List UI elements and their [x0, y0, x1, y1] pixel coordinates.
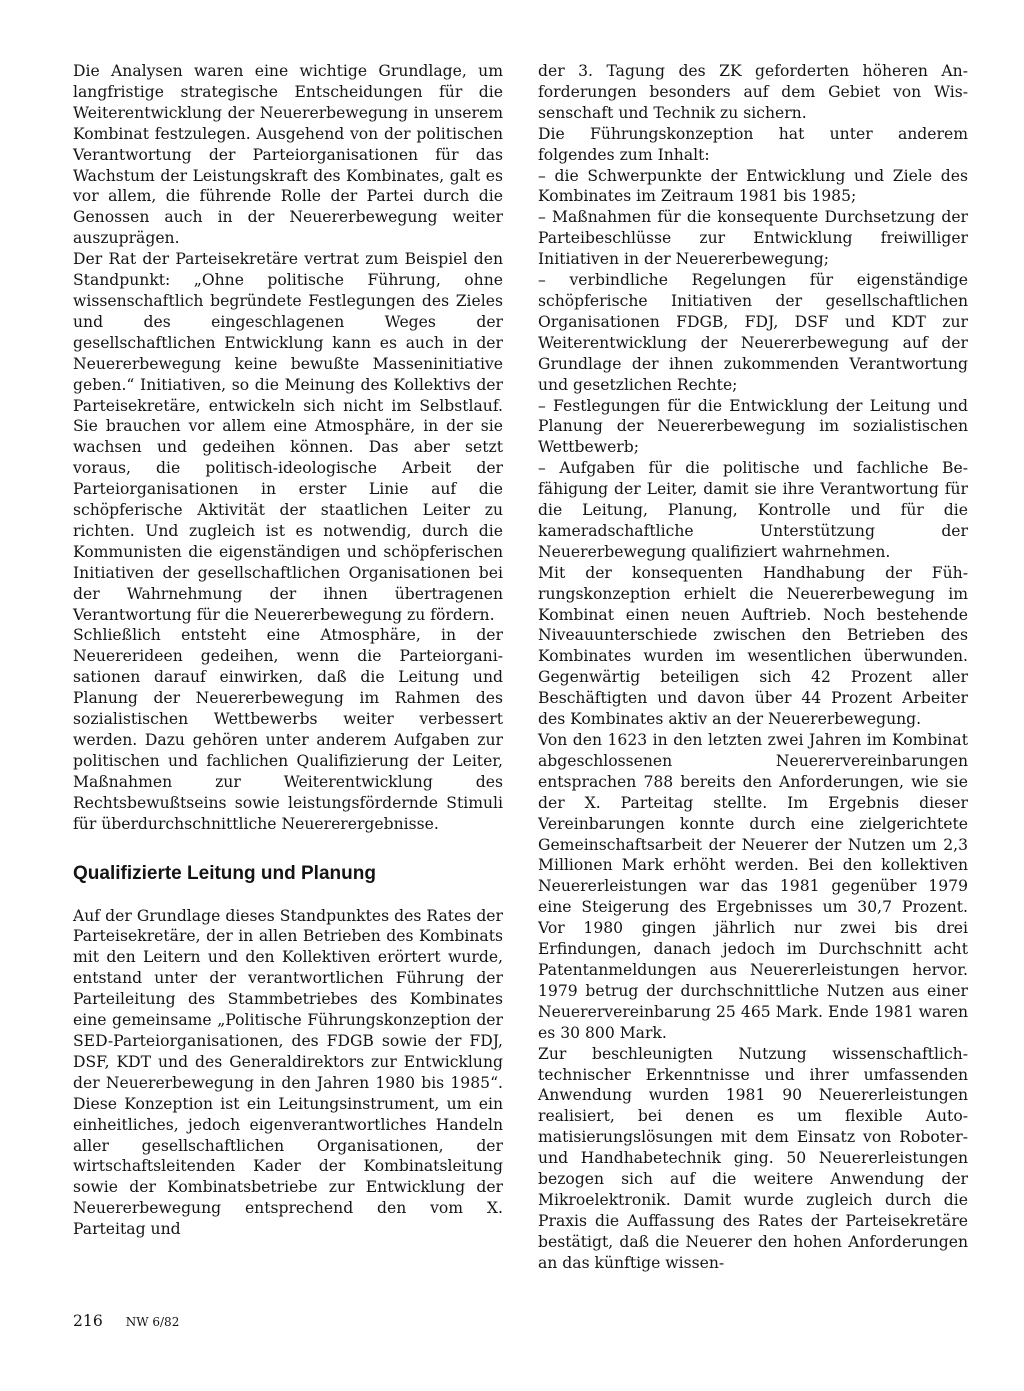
page-footer	[73, 1311, 179, 1332]
list-item: – verbindliche Regelungen für eigenständige schöpferische Initiativen der gesellschaftlichen Organisationen FDGB, FDJ, DSF und KDT zur Weiterentwicklung der Neuererbewegung auf der Grundlage der ihnen zukommenden Verantwortung und gesetzlichen Rechte;	[538, 271, 968, 394]
paragraph: Zur beschleunigten Nutzung wissenschaftlich-technischer Erkenntnisse und ihrer umfassenden Anwendung wurden 1981 90 Neuererleistungen realisiert, bei denen es um flexible Automatisierungslösungen mit dem Einsatz von Roboter- und Handhabetechnik ging. 50 Neuererleistungen bezogen sich auf die weitere Anwendung der Mikroelektronik. Damit wurde zugleich durch die Praxis die Auffassung des Rates der Parteisekretäre bestätigt, daß die Neuerer den hohen Anforderungen an das künftige wissen-	[538, 1044, 968, 1272]
page-number: 216	[73, 1312, 103, 1330]
list-item: – Aufgaben für die politische und fachliche Befähigung der Leiter, damit sie ihre Verantwortung für die Leitung, Planung, Kontrolle und für die kameradschaftliche Unterstützung der Neuererbewegung qualifiziert wahrnehmen.	[538, 459, 968, 561]
paragraph: Von den 1623 in den letzten zwei Jahren im Kombinat abgeschlossenen Neuerervereinbarungen entsprachen 788 bereits den Anforderungen, wie sie der X. Parteitag stellte. Im Ergebnis dieser Vereinbarungen konnte durch eine zielgerichtete Gemeinschaftsarbeit der Neuerer der Nutzen um 2,3 Millionen Mark erhöht werden. Bei den kollektiven Neuererleistungen war das 1981 gegenüber 1979 eine Steigerung des Ergebnisses um 30,7 Prozent. Vor 1980 gingen jährlich nur zwei bis drei Erfindungen, danach jedoch im Durchschnitt acht Patentanmeldungen aus Neuererleistungen hervor. 1979 betrug der durchschnittliche Nutzen aus einer Neuerervereinbarung 25 465 Mark. Ende 1981 waren es 30 800 Mark.	[538, 731, 968, 1042]
section-heading: Qualifizierte Leitung und Planung	[73, 862, 376, 884]
left-column	[73, 61, 503, 1240]
paragraph: Die Analysen waren eine wichtige Grundlage, um langfristige strategische Entscheidungen für die Weiterentwicklung der Neuererbewegung in unserem Kombinat festzulegen. Ausgehend von der politischen Verantwortung der Parteiorganisationen für das Wachstum der Leistungskraft des Kombinates, galt es vor allem, die führende Rolle der Partei durch die Genossen auch in der Neuererbewegung weiter auszuprägen.	[73, 62, 503, 248]
paragraph: Auf der Grundlage dieses Standpunktes des Rates der Parteisekretäre, der in allen Betrieben des Kombinats mit den Leitern und den Kollektiven erörtert wurde, entstand unter der verantwortlichen Führung der Parteileitung des Stammbetriebes des Kombinates eine gemeinsame „Politische Führungskonzeption der SED-Parteiorganisationen, des FDGB sowie der FDJ, DSF, KDT und des Generaldirektors zur Entwicklung der Neuererbewegung in den Jahren 1980 bis 1985“. Diese Konzeption ist ein Leitungsinstrument, um ein einheitliches, jedoch eigenverantwortliches Handeln aller gesellschaftlichen Organisationen, der wirtschaftsleitenden Kader der Kombinatsleitung sowie der Kombinatsbetriebe zur Entwicklung der Neuererbewegung entsprechend den vom X. Parteitag und	[73, 906, 503, 1239]
paragraph: Die Führungskonzeption hat unter anderem folgendes zum Inhalt:	[538, 124, 968, 164]
list-item: – Festlegungen für die Entwicklung der Leitung und Planung der Neuererbewegung im sozialistischen Wettbewerb;	[538, 396, 968, 457]
paragraph: Schließlich entsteht eine Atmosphäre, in der Neuererideen gedeihen, wenn die Parteiorganisationen darauf einwirken, daß die Leitung und Planung der Neuererbewegung im Rahmen des sozialistischen Wettbewerbs weiter verbessert werden. Dazu gehören unter anderem Aufgaben zur politischen und fachlichen Qualifizierung der Leiter, Maßnahmen zur Weiterentwicklung des Rechtsbewußtseins sowie leistungsfördernde Stimuli für überdurchschnittliche Neuererergebnisse.	[73, 626, 503, 833]
right-column	[538, 61, 968, 1274]
paragraph: der 3. Tagung des ZK geforderten höheren Anforderungen besonders auf dem Gebiet von Wissenschaft und Technik zu sichern.	[538, 62, 968, 122]
list-item: – Maßnahmen für die konsequente Durchsetzung der Parteibeschlüsse zur Entwicklung freiwilliger Initiativen in der Neuererbewegung;	[538, 208, 968, 269]
list-item: – die Schwerpunkte der Entwicklung und Ziele des Kombinates im Zeitraum 1981 bis 1985;	[538, 166, 968, 206]
paragraph: Der Rat der Parteisekretäre vertrat zum Beispiel den Standpunkt: „Ohne politische Führung, ohne wissenschaftlich begründete Festlegungen des Zieles und des eingeschlagenen Weges der gesellschaftlichen Entwicklung kann es auch in der Neuererbewegung keine bewußte Masseninitiative geben.“ Initiativen, so die Meinung des Kollektivs der Parteisekretäre, entwickeln sich nicht im Selbstlauf. Sie brauchen vor allem eine Atmosphäre, in der sie wachsen und gedeihen können. Das aber setzt voraus, die politisch-ideologische Arbeit der Parteiorganisationen in erster Linie auf die schöpferische Aktivität der staatlichen Leiter zu richten. Und zugleich ist es notwendig, durch die Kommunisten die eigenständigen und schöpferischen Initiativen der gesellschaftlichen Organisationen bei der Wahrnehmung der ihnen übertragenen Verantwortung für die Neuererbewegung zu fördern.	[73, 250, 503, 624]
issue-label: NW 6/82	[125, 1315, 180, 1329]
paragraph: Mit der konsequenten Handhabung der Führungskonzeption erhielt die Neuererbewegung im Kombinat einen neuen Auftrieb. Noch bestehende Niveauunterschiede zwischen den Betrieben des Kombinates wurden im wesentlichen überwunden. Gegenwärtig beteiligen sich 42 Prozent aller Beschäftigten und davon über 44 Prozent Arbeiter des Kombinates aktiv an der Neuererbewegung.	[538, 563, 968, 729]
